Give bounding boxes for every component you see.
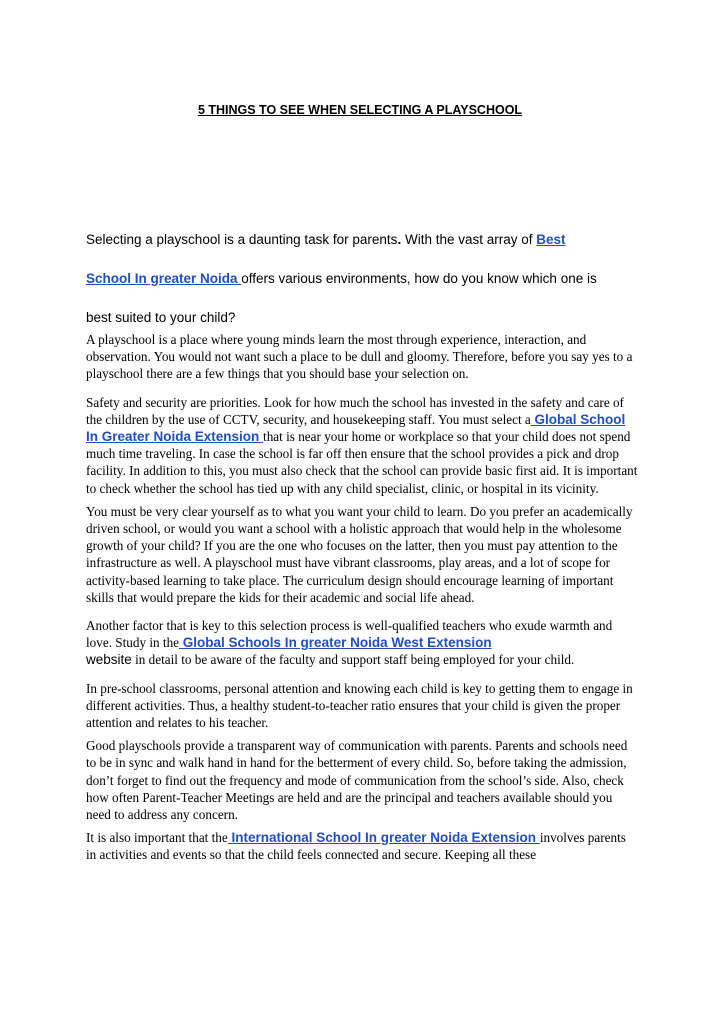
paragraph-text: Safety and security are priorities. Look for how much the school has invested in the safety and care of the children by the use of CCTV, security, and housekeeping staff. You must select a bbox=[86, 394, 624, 427]
paragraph-personal-attention: In pre-school classrooms, personal attention and knowing each child is key to getting them to engage in different activities. Thus, a healthy student-to-teacher ratio ensures that your child is given the proper attention and relates to his teacher. bbox=[86, 680, 633, 731]
paragraph-text: Another factor that is key to this selection process is well-qualified teachers who exude warmth and love. Study in the bbox=[86, 618, 613, 651]
paragraph-text: It is also important that the bbox=[86, 830, 228, 846]
paragraph-text: involves parents in activities and events so that the child feels connected and secure. Keeping all these bbox=[86, 830, 626, 863]
paragraph-playschool-definition: A playschool is a place where young minds learn the most through experience, interaction, and observation. You would not want such a place to be dull and gloomy. Therefore, before you say yes to a playschool there are a few things that you should base your selection on. bbox=[86, 332, 633, 382]
intro-line-3: best suited to your child? bbox=[86, 310, 236, 325]
paragraph-text: in detail to be aware of the faculty and support staff being employed for your child. bbox=[131, 652, 575, 668]
paragraph-teachers bbox=[86, 617, 638, 669]
intro-line-2 bbox=[86, 271, 646, 286]
intro-period: . bbox=[397, 232, 402, 247]
global-school-greater-noida-extension-link[interactable]: Global School In Greater Noida Extension bbox=[86, 411, 626, 445]
intro-line-1 bbox=[86, 232, 646, 247]
global-schools-noida-west-extension-link[interactable]: Global Schools In greater Noida West Extension bbox=[179, 635, 492, 651]
intro-text-2: With the vast array of bbox=[401, 232, 537, 247]
paragraph-parent-involvement bbox=[86, 829, 638, 863]
international-school-greater-noida-extension-link[interactable]: International School In greater Noida Extension bbox=[227, 830, 540, 846]
website-word: website bbox=[86, 652, 132, 668]
paragraph-communication: Good playschools provide a transparent way of communication with parents. Parents and schools need to be in sync and walk hand in hand for the betterment of every child. So, before taking the admission, don’t forget to find out the frequency and mode of communication from the school’s side. Also, check how often Parent-Teacher Meetings are held and are the principal and teachers available should you need to address any concern. bbox=[86, 738, 628, 823]
best-school-link-part1[interactable]: Best bbox=[536, 232, 566, 247]
paragraph-curriculum: You must be very clear yourself as to what you want your child to learn. Do you prefer an academically driven school, or would you want a school with a holistic approach that would help in the wholesome growth of your child? If you are the one who focuses on the latter, then you must pay attention to the infrastructure as well. A playschool must have vibrant classrooms, play areas, and a lot of scope for activity-based learning to take place. The curriculum design should encourage learning of important skills that would prepare the kids for their academic and social life ahead. bbox=[86, 503, 633, 605]
page-title: 5 THINGS TO SEE WHEN SELECTING A PLAYSCHOOL bbox=[197, 103, 523, 117]
paragraph-safety bbox=[86, 394, 638, 497]
intro-text-3: offers various environments, how do you know which one is bbox=[241, 271, 597, 286]
best-school-link-part2[interactable]: School In greater Noida bbox=[86, 271, 242, 286]
paragraph-text: that is near your home or workplace so that your child does not spend much time traveling. In case the school is far off then ensure that the school provides a pick and drop facility. In addition to this, you must also check that the school can provide basic first aid. It is important to check whether the school has tied up with any child specialist, clinic, or hospital in its vicinity. bbox=[86, 429, 638, 496]
intro-text: Selecting a playschool is a daunting task for parents bbox=[86, 232, 398, 247]
article-body bbox=[86, 331, 638, 870]
